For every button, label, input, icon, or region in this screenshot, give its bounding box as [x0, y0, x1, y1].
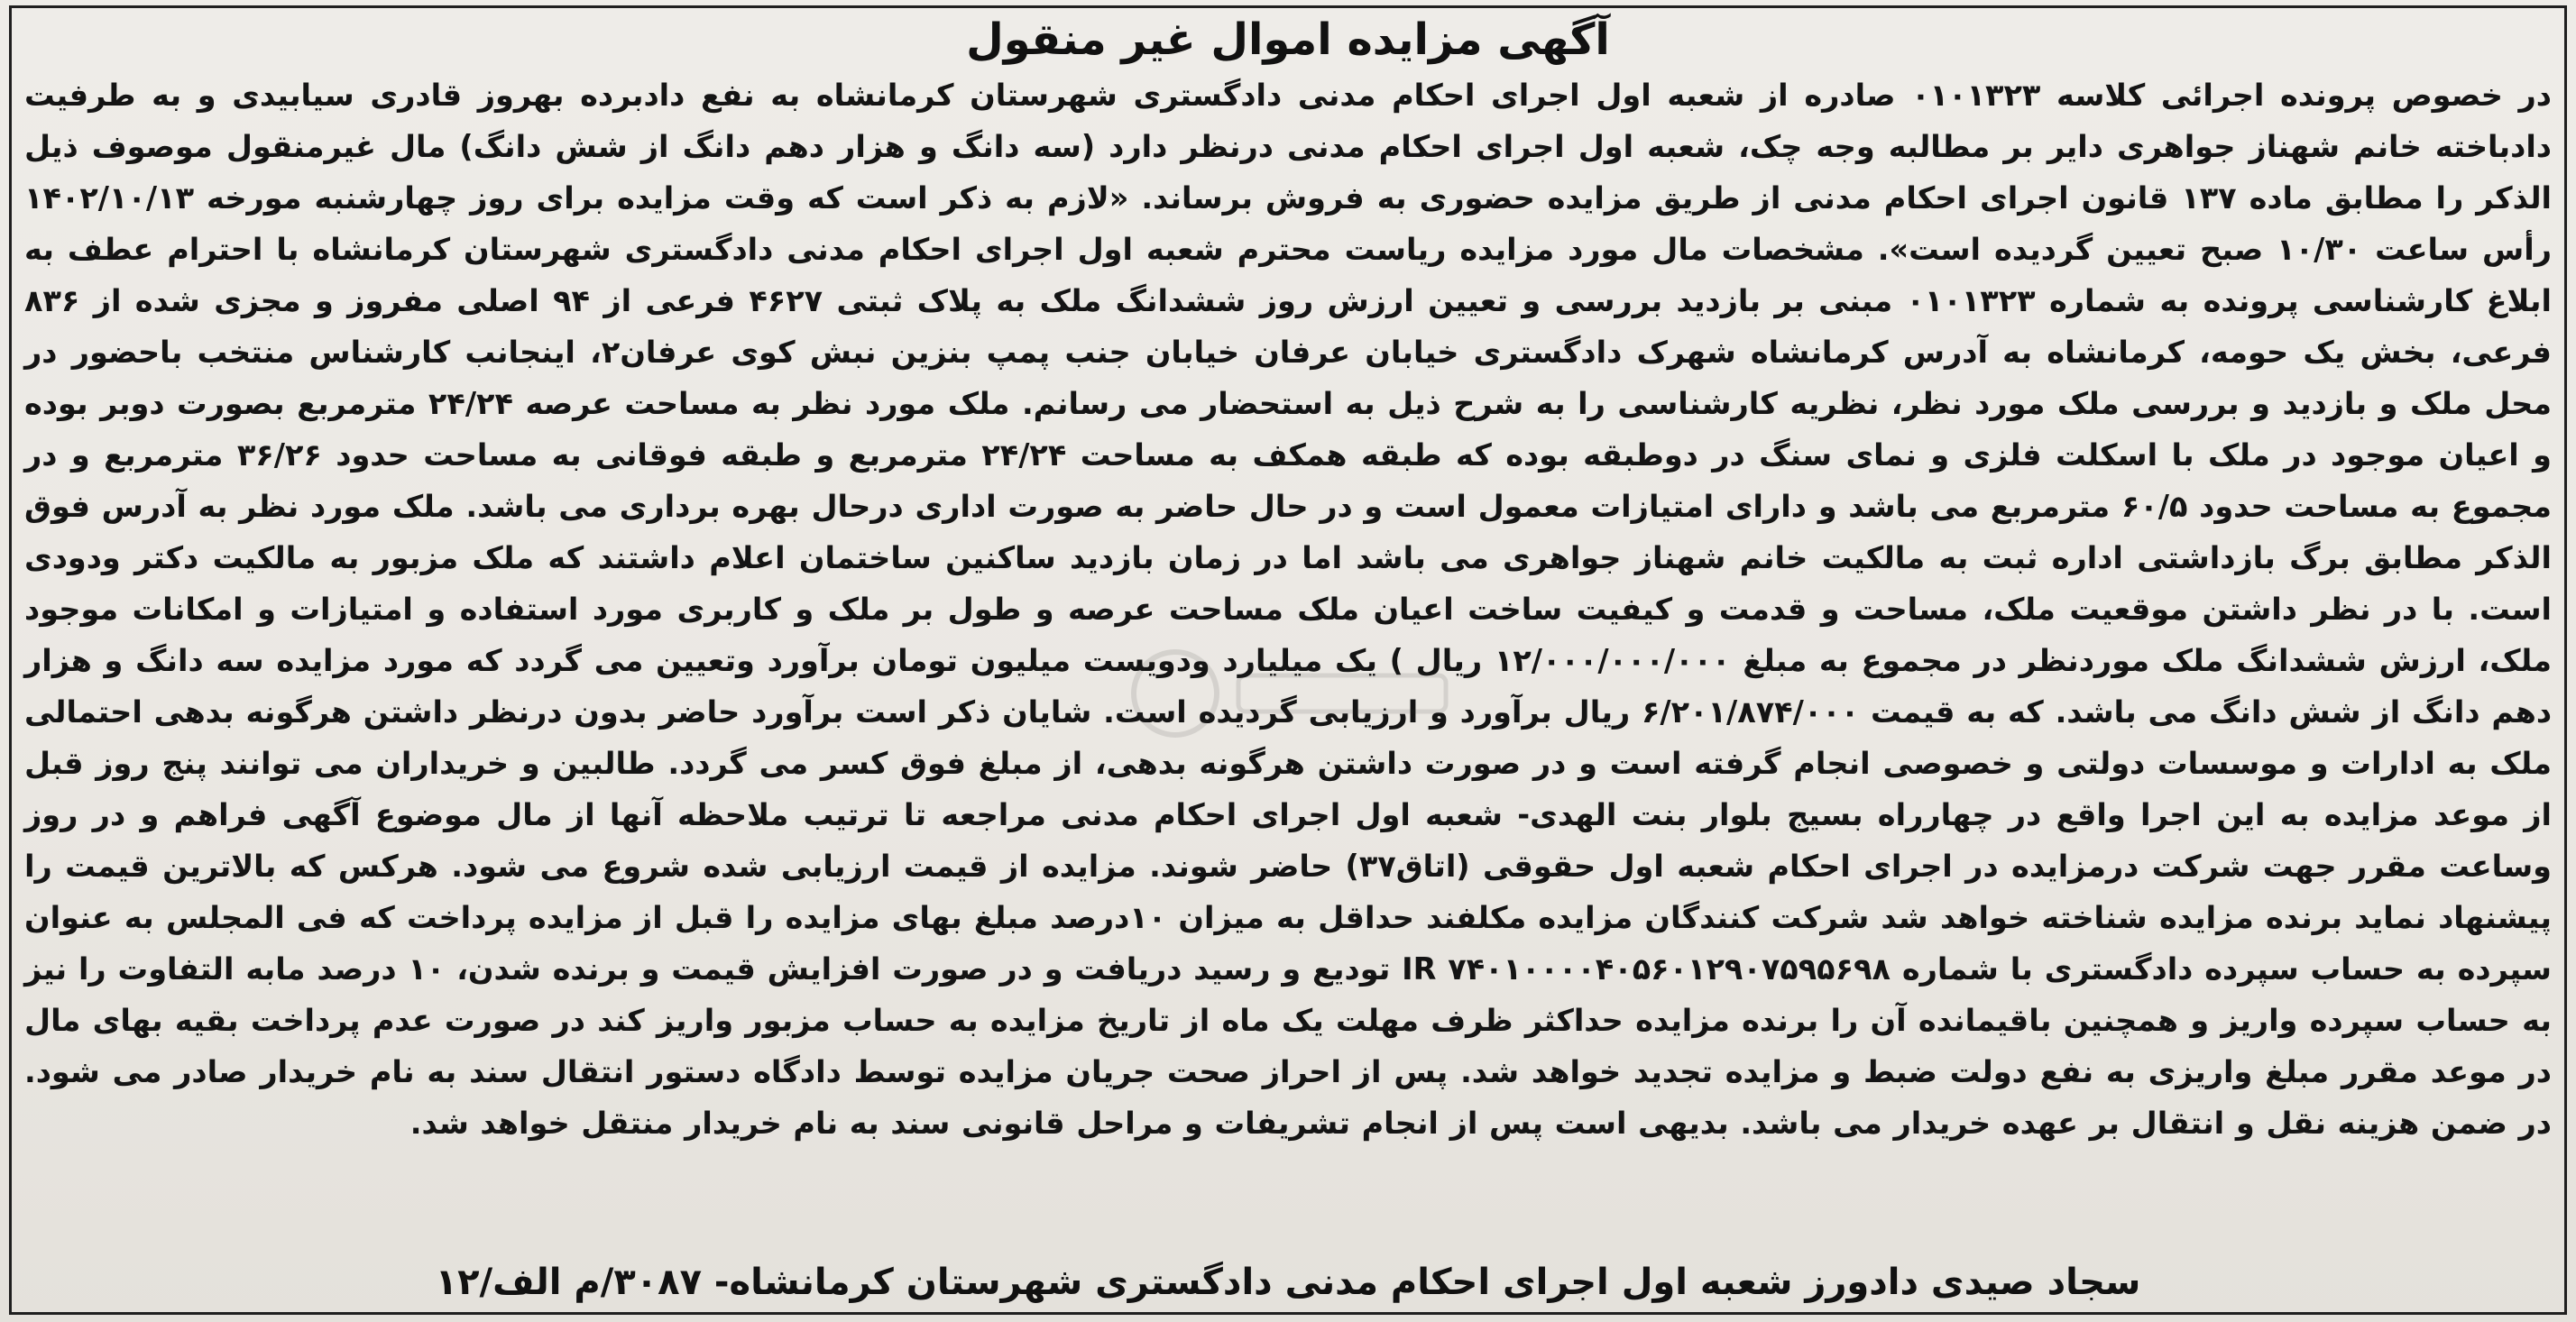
notice-signature: سجاد صیدی دادورز شعبه اول اجرای احکام مدنی دادگستری شهرستان کرمانشاه- ۳۰۸۷/م الف/۱۲: [435, 1262, 2141, 1303]
notice-body: در خصوص پرونده اجرائی کلاسه ۰۱۰۱۳۲۳ صادره از شعبه اول اجرای احکام مدنی دادگستری شهرستان کرمانشاه به نفع دادبرده بهروز قادری سیابیدی و به طرفیت دادباخته خانم شهناز جواهری دایر بر مطالبه وجه چک، شعبه اول اجرای احکام مدنی درنظر دارد (سه دانگ و هزار دهم دانگ از شش دانگ) مال غیرمنقول موصوف ذیل الذکر را مطابق ماده ۱۳۷ قانون اجرای احکام مدنی از طریق مزایده حضوری به فروش برساند. «لازم به ذکر است که وقت مزایده برای روز چهارشنبه مورخه ۱۴۰۲/۱۰/۱۳ رأس ساعت ۱۰/۳۰ صبح تعیین گردیده است». مشخصات مال مورد مزایده ریاست محترم شعبه اول اجرای احکام مدنی دادگستری شهرستان کرمانشاه با احترام عطف به ابلاغ کارشناسی پرونده به شماره ۰۱۰۱۳۲۳ مبنی بر بازدید بررسی و تعیین ارزش روز ششدانگ ملک به پلاک ثبتی ۴۶۲۷ فرعی از ۹۴ اصلی مفروز و مجزی شده از ۸۳۶ فرعی، بخش یک حومه، کرمانشاه به آدرس کرمانشاه شهرک دادگستری خیابان عرفان خیابان جنب پمپ بنزین نبش کوی عرفان۲، اینجانب کارشناس منتخب باحضور در محل ملک و بازدید و بررسی ملک مورد نظر، نظریه کارشناسی را به شرح ذیل به استحضار می رسانم. ملک مورد نظر به مساحت عرصه ۲۴/۲۴ مترمربع بصورت دوبر بوده و اعیان موجود در ملک با اسکلت فلزی و نمای سنگ در دوطبقه بوده که طبقه همکف به مساحت ۲۴/۲۴ مترمربع و طبقه فوقانی به مساحت حدود ۳۶/۲۶ مترمربع و در مجموع به مساحت حدود ۶۰/۵ مترمربع می باشد و دارای امتیازات معمول است و در حال حاضر به صورت اداری درحال بهره برداری می باشد. ملک مورد نظر به آدرس فوق الذکر مطابق برگ بازداشتی اداره ثبت به مالکیت خانم شهناز جواهری می باشد اما در زمان بازدید ساکنین ساختمان اعلام داشتند که ملک مزبور به مالکیت دکتر ودودی است. با در نظر داشتن موقعیت ملک، مساحت و قدمت و کیفیت ساخت اعیان ملک مساحت عرصه و طول بر ملک و کاربری مورد استفاده و امتیازات و امکانات موجود ملک، ارزش ششدانگ ملک موردنظر در مجموع به مبلغ ۱۲/۰۰۰/۰۰۰/۰۰۰ ریال ) یک میلیارد ودویست میلیون تومان برآورد وتعیین می گردد که مورد مزایده سه دانگ و هزار دهم دانگ از شش دانگ می باشد. که به قیمت ۶/۲۰۱/۸۷۴/۰۰۰ ریال برآورد و ارزیابی گردیده است. شایان ذکر است برآورد حاضر بدون درنظر داشتن هرگونه بدهی احتمالی ملک به ادارات و موسسات دولتی و خصوصی انجام گرفته است و در صورت داشتن هرگونه بدهی، از مبلغ فوق کسر می گردد. طالبین و خریداران می توانند پنج روز قبل از موعد مزایده به این اجرا واقع در چهارراه بسیج بلوار بنت الهدی- شعبه اول اجرای احکام مدنی مراجعه تا ترتیب ملاحظه آنها از مال موضوع آگهی فراهم و در روز وساعت مقرر جهت شرکت درمزایده در اجرای احکام شعبه اول حقوقی (اتاق۳۷) حاضر شوند. مزایده از قیمت ارزیابی شده شروع می شود. هرکس که بالاترین قیمت را پیشنهاد نماید برنده مزایده شناخته خواهد شد شرکت کنندگان مزایده مکلفند حداقل به میزان ۱۰درصد مبلغ بهای مزایده را قبل از مزایده پرداخت که فی المجلس به عنوان سپرده به حساب سپرده دادگستری با شماره IR ۷۴۰۱۰۰۰۰۴۰۵۶۰۱۲۹۰۷۵۹۵۶۹۸ تودیع و رسید دریافت و در صورت افزایش قیمت و برنده شدن، ۱۰ درصد مابه التفاوت را نیز به حساب سپرده واریز و همچنین باقیمانده آن را برنده مزایده حداکثر ظرف مهلت یک ماه از تاریخ مزایده به حساب مزبور واریز کند در صورت عدم پرداخت بقیه بهای مال در موعد مقرر مبلغ واریزی به نفع دولت ضبط و مزایده تجدید خواهد شد. پس از احراز صحت جریان مزایده توسط دادگاه دستور انتقال سند به نام خریدار صادر می شود. در ضمن هزینه نقل و انتقال بر عهده خریدار می باشد. بدیهی است پس از انجام تشریفات و مراحل قانونی سند به نام خریدار منتقل خواهد شد.: [24, 78, 2553, 1141]
notice-title: آگهی مزایده اموال غیر منقول: [966, 14, 1610, 65]
notice-box: [9, 5, 2567, 1315]
